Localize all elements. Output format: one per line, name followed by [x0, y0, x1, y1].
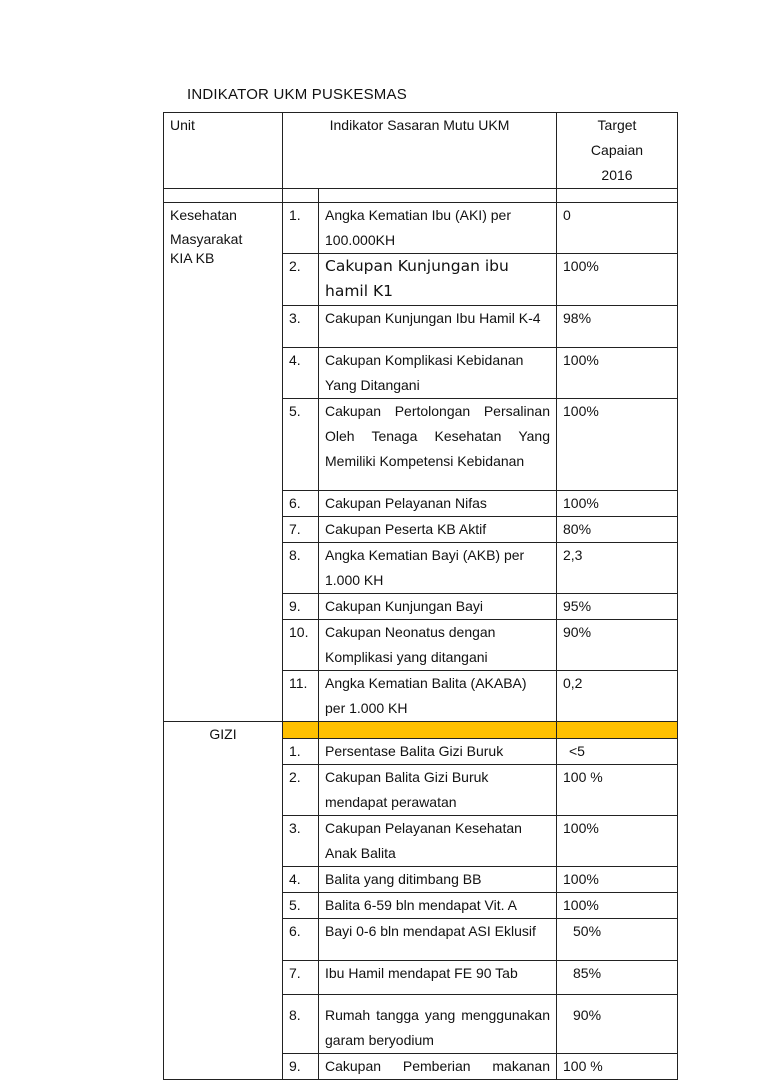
header-target-line1: Target [597, 117, 637, 133]
target-value: 0,2 [557, 671, 678, 722]
row-number: 1. [283, 739, 319, 765]
indicator-text: Cakupan Komplikasi Kebidanan Yang Ditangani [319, 348, 557, 399]
row-number: 8. [283, 995, 319, 1054]
header-row [164, 113, 678, 189]
document-title: INDIKATOR UKM PUSKESMAS [187, 86, 407, 103]
indikator-table [163, 112, 678, 1080]
row-number: 3. [283, 816, 319, 867]
indicator-text: Bayi 0-6 bln mendapat ASI Eklusif [319, 919, 557, 961]
target-value: 100% [557, 893, 678, 919]
target-value: 85% [557, 961, 678, 995]
header-unit: Unit [164, 113, 283, 189]
target-value: 90% [557, 995, 678, 1054]
indicator-text: Angka Kematian Ibu (AKI) per 100.000KH [319, 203, 557, 254]
indicator-text: Cakupan Kunjungan Ibu Hamil K-4 [319, 306, 557, 348]
header-target-line2: Capaian [590, 142, 644, 158]
row-number: 10. [283, 620, 319, 671]
target-value: 100% [557, 348, 678, 399]
row-number: 5. [283, 399, 319, 491]
unit-kia-line2: Masyarakat [170, 231, 243, 247]
header-indikator: Indikator Sasaran Mutu UKM [283, 113, 557, 189]
target-value: 98% [557, 306, 678, 348]
target-value: 100% [557, 491, 678, 517]
target-value: 100 % [557, 765, 678, 816]
target-value: 80% [557, 517, 678, 543]
target-value: <5 [557, 739, 678, 765]
indicator-text: Cakupan Balita Gizi Buruk mendapat perawatan [319, 765, 557, 816]
row-number: 9. [283, 594, 319, 620]
indicator-text: Cakupan Pelayanan Kesehatan Anak Balita [319, 816, 557, 867]
indicator-text: Cakupan Kunjungan Bayi [319, 594, 557, 620]
indicator-text: Angka Kematian Balita (AKABA) per 1.000 KH [319, 671, 557, 722]
indicator-text: Cakupan Peserta KB Aktif [319, 517, 557, 543]
header-target [557, 113, 678, 189]
indicator-text: Balita 6-59 bln mendapat Vit. A [319, 893, 557, 919]
row-number: 5. [283, 893, 319, 919]
highlight-row [164, 722, 678, 739]
target-value: 50% [557, 919, 678, 961]
unit-cell-kia [164, 203, 283, 722]
row-number: 2. [283, 765, 319, 816]
target-value: 2,3 [557, 543, 678, 594]
spacer-row [164, 189, 678, 203]
row-number: 4. [283, 348, 319, 399]
unit-kia-line3: KIA KB [170, 250, 215, 266]
row-number: 8. [283, 543, 319, 594]
indicator-text: Balita yang ditimbang BB [319, 867, 557, 893]
target-value: 0 [557, 203, 678, 254]
target-value: 100 % [557, 1054, 678, 1080]
header-target-line3: 2016 [601, 167, 633, 183]
row-number: 9. [283, 1054, 319, 1080]
row-number: 2. [283, 254, 319, 306]
indicator-text: Cakupan Pelayanan Nifas [319, 491, 557, 517]
row-number: 6. [283, 491, 319, 517]
target-value: 100% [557, 867, 678, 893]
row-number: 7. [283, 517, 319, 543]
row-number: 7. [283, 961, 319, 995]
row-number: 3. [283, 306, 319, 348]
indicator-text: Angka Kematian Bayi (AKB) per 1.000 KH [319, 543, 557, 594]
target-value: 100% [557, 399, 678, 491]
target-value: 100% [557, 816, 678, 867]
unit-kia-line1: Kesehatan [170, 207, 237, 223]
indicator-text: Cakupan Neonatus dengan Komplikasi yang ditangani [319, 620, 557, 671]
indicator-text: Cakupan Kunjungan ibu hamil K1 [319, 254, 557, 306]
row-number: 4. [283, 867, 319, 893]
row-number: 11. [283, 671, 319, 722]
row-number: 1. [283, 203, 319, 254]
target-value: 90% [557, 620, 678, 671]
indicator-text: Rumah tangga yang menggunakan garam beryodium [319, 995, 557, 1054]
indicator-text: Cakupan Pertolongan Persalinan Oleh Tenaga Kesehatan Yang Memiliki Kompetensi Kebidanan [319, 399, 557, 491]
target-value: 100% [557, 254, 678, 306]
indicator-text: Ibu Hamil mendapat FE 90 Tab [319, 961, 557, 995]
table-row [164, 203, 678, 254]
target-value: 95% [557, 594, 678, 620]
unit-cell-gizi: GIZI [164, 722, 283, 1080]
row-number: 6. [283, 919, 319, 961]
indicator-text: Persentase Balita Gizi Buruk [319, 739, 557, 765]
indicator-text: Cakupan Pemberian makanan [319, 1054, 557, 1080]
